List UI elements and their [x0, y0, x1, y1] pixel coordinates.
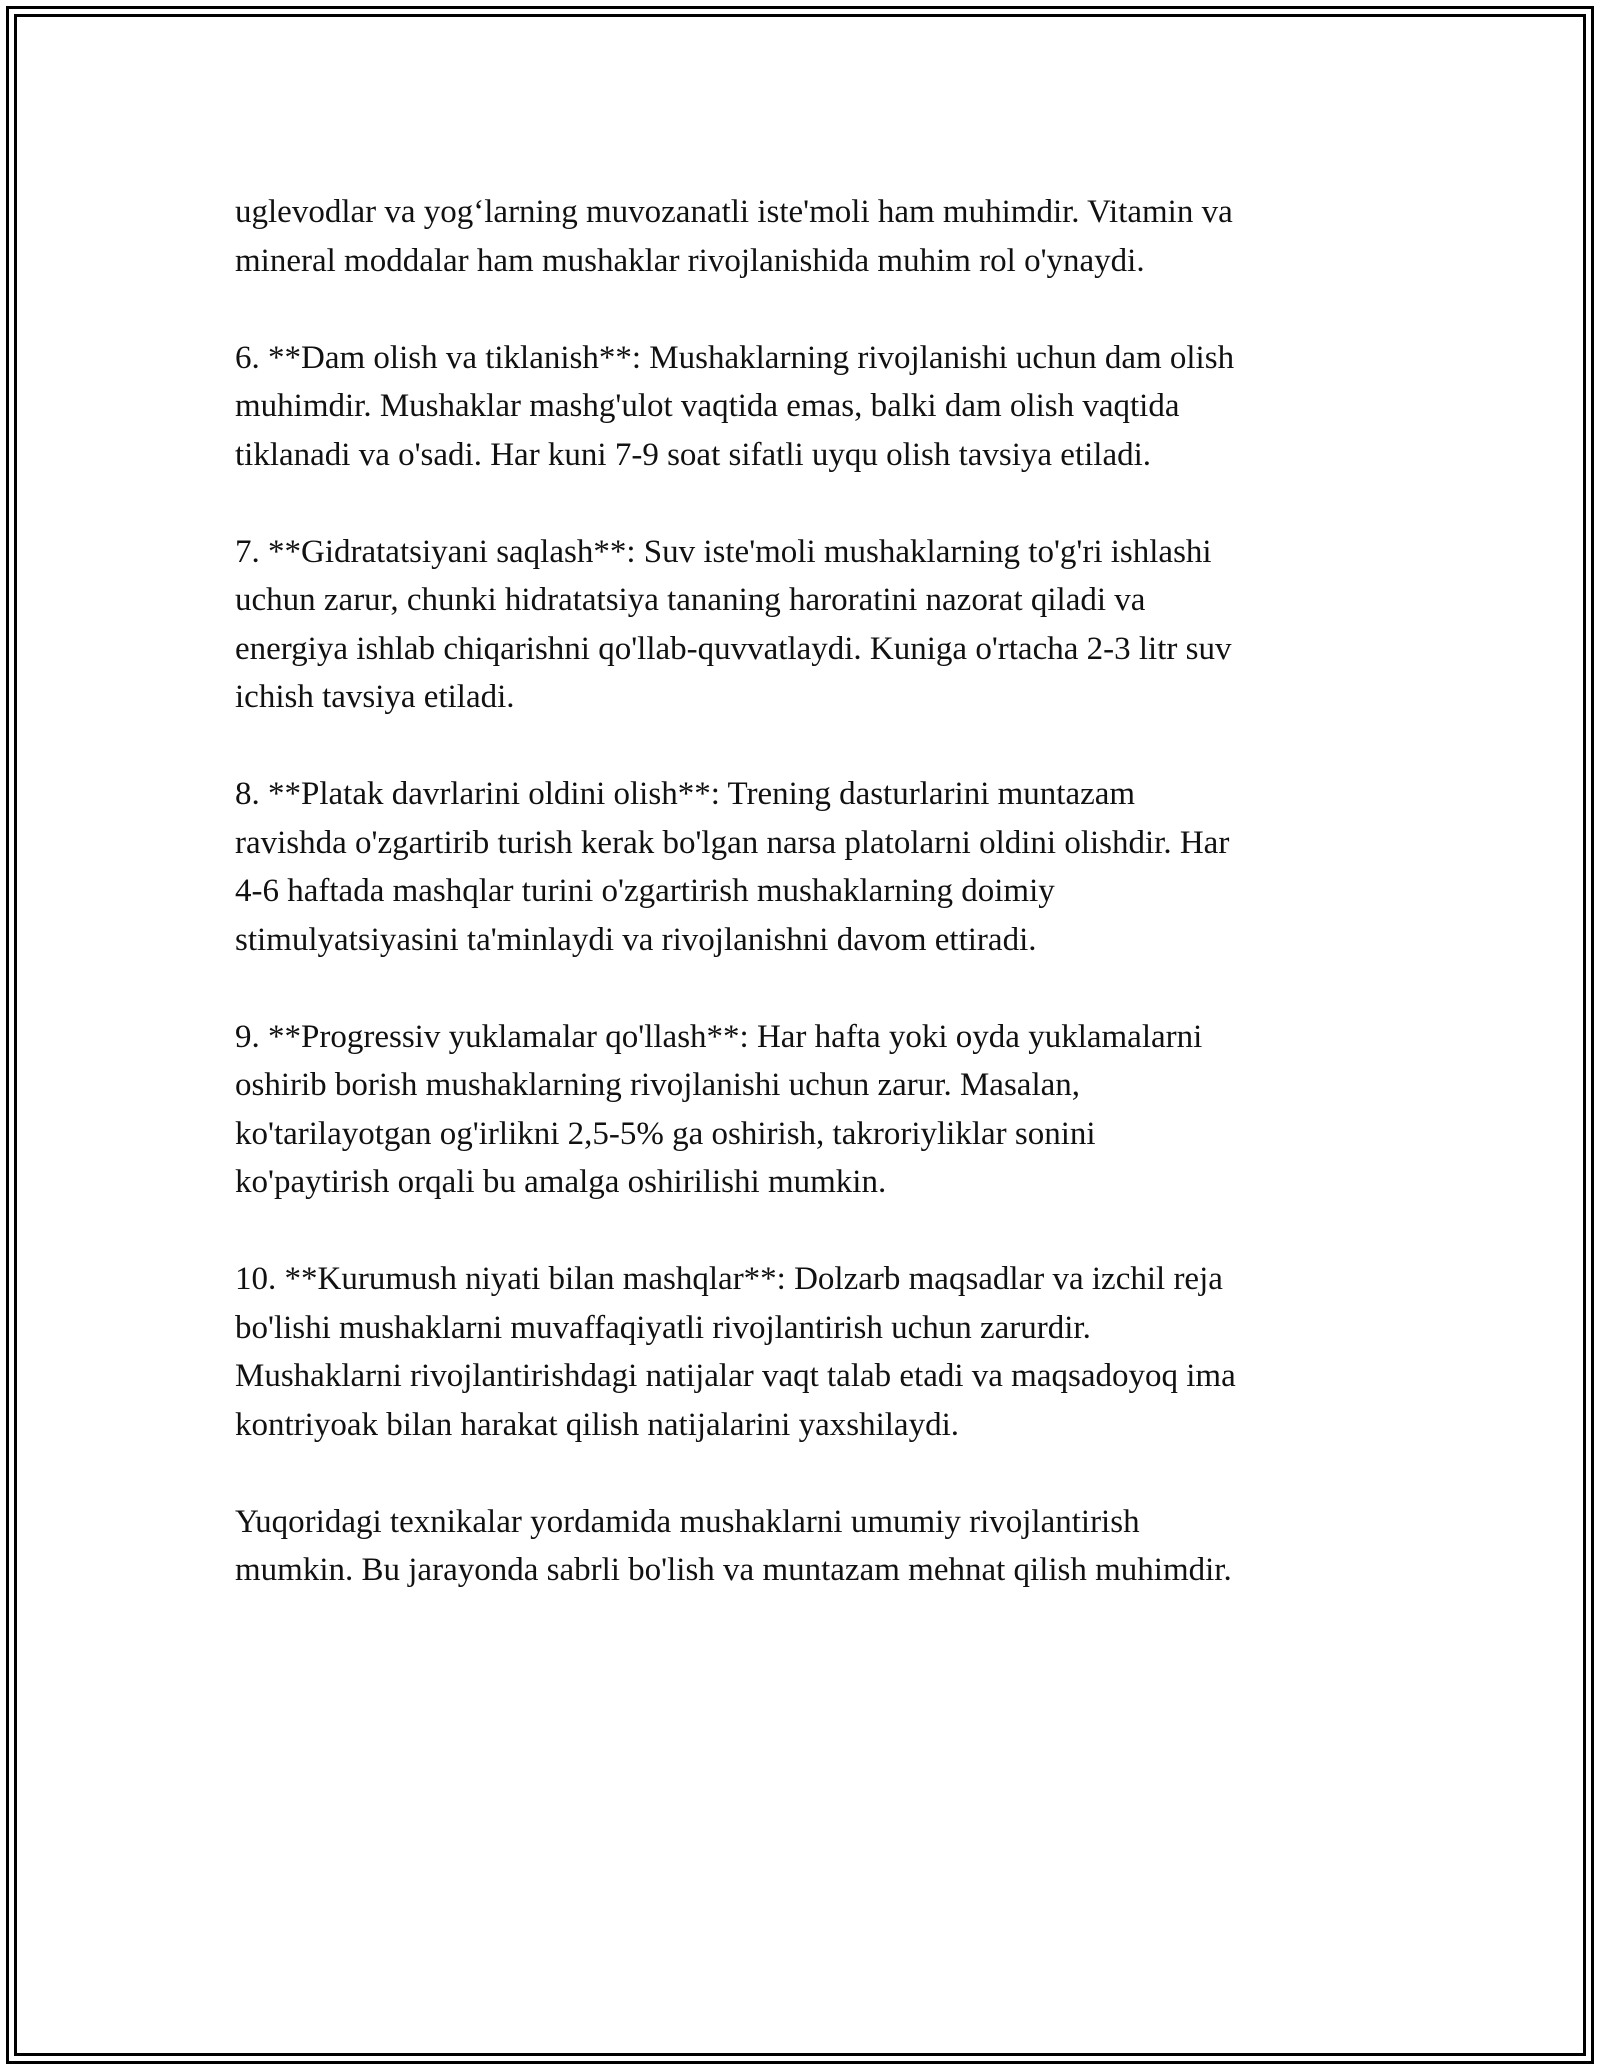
- paragraph-progressive-overload: 9. **Progressiv yuklamalar qo'llash**: Har hafta yoki oyda yuklamalarni oshirib borish mushaklarning rivojlanishi uchun zarur. Masalan, ko'tarilayotgan og'irlikni 2,5-5% ga oshirish, takroriyliklar sonini ko'paytirish orqali bu amalga oshirilishi mumkin.: [235, 1018, 1203, 1200]
- paragraph-hydration: 7. **Gidratatsiyani saqlash**: Suv iste'moli mushaklarning to'g'ri ishlashi uchun zarur, chunki hidratatsiya tananing haroratini nazorat qiladi va energiya ishlab chiqarishni qo'llab-quvvatlaydi. Kuniga o'rtacha 2-3 litr suv ichish tavsiya etiladi.: [235, 533, 1232, 715]
- document-body: [235, 188, 1360, 1643]
- paragraph-nutrition-continuation: uglevodlar va yog‘larning muvozanatli iste'moli ham muhimdir. Vitamin va mineral moddalar ham mushaklar rivojlanishida muhim rol o'ynaydi.: [235, 194, 1233, 279]
- paragraph-rest-and-recovery: 6. **Dam olish va tiklanish**: Mushaklarning rivojlanishi uchun dam olish muhimdir. Mushaklar mashg'ulot vaqtida emas, balki dam olish vaqtida tiklanadi va o'sadi. Har kuni 7-9 soat sifatli uyqu olish tavsiya etiladi.: [235, 339, 1235, 473]
- paragraph-conclusion: Yuqoridagi texnikalar yordamida mushaklarni umumiy rivojlantirish mumkin. Bu jarayonda sabrli bo'lish va muntazam mehnat qilish muhimdir.: [235, 1503, 1232, 1588]
- paragraph-goal-oriented-training: 10. **Kurumush niyati bilan mashqlar**: Dolzarb maqsadlar va izchil reja bo'lishi mushaklarni muvaffaqiyatli rivojlantirish uchun zarurdir. Mushaklarni rivojlantirishdagi natijalar vaqt talab etadi va maqsadoyoq ima kontriyoak bilan harakat qilish natijalarini yaxshilaydi.: [235, 1261, 1236, 1443]
- paragraph-plateau-prevention: 8. **Platak davrlarini oldini olish**: Trening dasturlarini muntazam ravishda o'zgartirib turish kerak bo'lgan narsa platolarni oldini olishdir. Har 4-6 haftada mashqlar turini o'zgartirish mushaklarning doimiy stimulyatsiyasini ta'minlaydi va rivojlanishni davom ettiradi.: [235, 776, 1230, 958]
